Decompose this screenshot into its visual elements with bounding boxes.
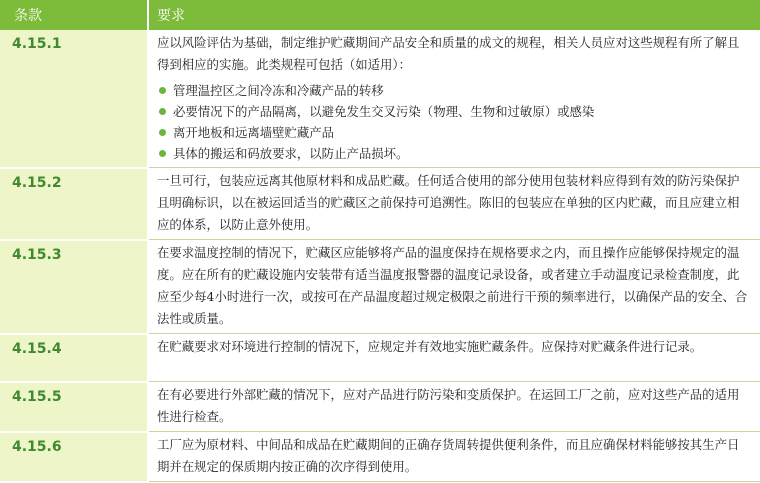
table-row [0,334,760,382]
requirement-text: 一旦可行，包装应远离其他原材料和成品贮藏。任何适合使用的部分使用包装材料应得到有效的防污染保护且明确标识，以在被运回适当的贮藏区之前保持可追溯性。陈旧的包装应在单独的区内贮藏，而且应建立相应的体系，以防止意外使用。 [148,168,760,240]
bullet-list [157,80,750,164]
table-row [0,432,760,482]
requirement-column-header: 要求 [148,0,760,30]
clause-number: 4.15.2 [0,168,148,240]
clause-number: 4.15.1 [0,30,148,168]
bullet-icon [159,150,166,157]
clause-number: 4.15.5 [0,382,148,432]
table-row [0,382,760,432]
list-item-text: 具体的搬运和码放要求，以防止产品损坏。 [173,146,409,161]
list-item-text: 离开地板和远离墙壁贮藏产品 [173,125,335,140]
clause-column-header: 条款 [0,0,148,30]
table-header-row [0,0,760,30]
table-row [0,240,760,334]
requirement-cell [148,30,760,168]
list-item [157,122,750,143]
list-item-text: 必要情况下的产品隔离，以避免发生交叉污染（物理、生物和过敏原）或感染 [173,104,595,119]
bullet-icon [159,87,166,94]
clause-number: 4.15.6 [0,432,148,482]
requirement-text: 应以风险评估为基础，制定维护贮藏期间产品安全和质量的成文的规程，相关人员应对这些规程有所了解且得到相应的实施。此类规程可包括（如适用）： [157,35,740,72]
clause-number: 4.15.4 [0,334,148,382]
clause-number: 4.15.3 [0,240,148,334]
requirement-text: 工厂应为原材料、中间品和成品在贮藏期间的正确存货周转提供便利条件，而且应确保材料能够按其生产日期并在规定的保质期内按正确的次序得到使用。 [148,432,760,482]
list-item [157,101,750,122]
table-row [0,168,760,240]
requirement-text: 在有必要进行外部贮藏的情况下，应对产品进行防污染和变质保护。在运回工厂之前，应对这些产品的适用性进行检查。 [148,382,760,432]
requirement-text: 在要求温度控制的情况下，贮藏区应能够将产品的温度保持在规格要求之内，而且操作应能够保持规定的温度。应在所有的贮藏设施内安装带有适当温度报警器的温度记录设备，或者建立手动温度记录检查制度，此应至少每4小时进行一次，或按可在产品温度超过规定极限之前进行干预的频率进行，以确保产品的安全、合法性或质量。 [148,240,760,334]
list-item [157,80,750,101]
table-row [0,30,760,168]
list-item-text: 管理温控区之间冷冻和冷藏产品的转移 [173,83,384,98]
bullet-icon [159,108,166,115]
requirement-text: 在贮藏要求对环境进行控制的情况下，应规定并有效地实施贮藏条件。应保持对贮藏条件进行记录。 [148,334,760,382]
bullet-icon [159,129,166,136]
list-item [157,143,750,164]
